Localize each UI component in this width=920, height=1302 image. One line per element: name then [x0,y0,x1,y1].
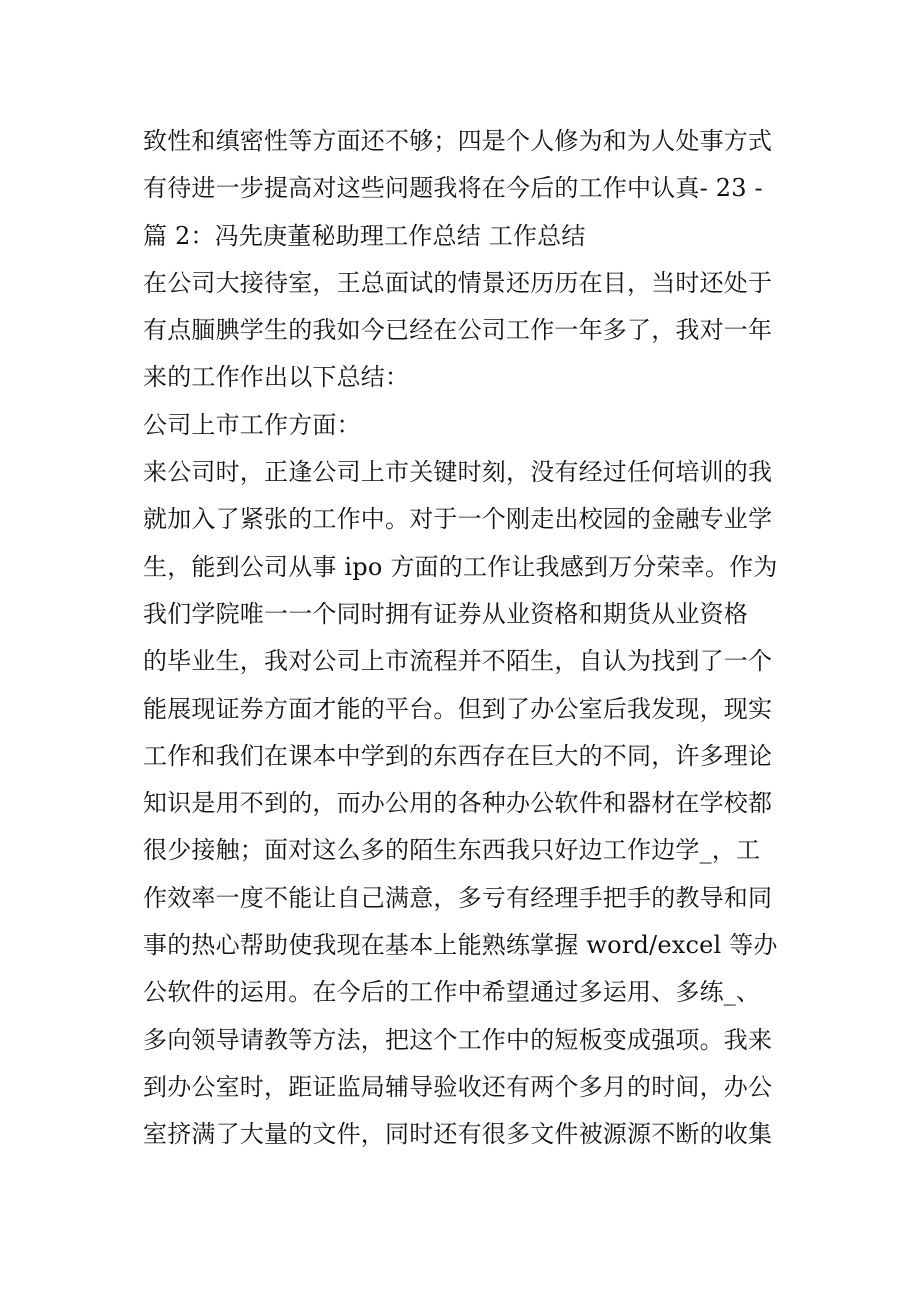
text-line: 知识是用不到的，而办公用的各种办公软件和器材在学校都 [143,789,773,818]
document-body [143,118,783,1159]
text-line: 有待进一步提高对这些问题我将在今后的工作中认真- 23 - [143,174,763,203]
text-line: 的毕业生，我对公司上市流程并不陌生，自认为找到了一个 [143,647,773,676]
text-line: 我们学院唯一一个同时拥有证券从业资格和期货从业资格 [143,599,748,628]
text-line: 很少接触；面对这么多的陌生东西我只好边工作边学_，工 [143,836,761,865]
text-line: 来的工作作出以下总结： [143,363,410,392]
text-line: 室挤满了大量的文件，同时还有很多文件被源源不断的收集 [143,1120,773,1149]
text-line: 多向领导请教等方法，把这个工作中的短板变成强项。我来 [143,1025,773,1054]
text-line: 事的热心帮助使我现在基本上能熟练掌握 word/excel 等办 [143,931,778,960]
text-line: 致性和缜密性等方面还不够；四是个人修为和为人处事方式 [143,127,773,155]
text-line: 工作和我们在课本中学到的东西存在巨大的不同，许多理论 [143,741,773,770]
subheading: 公司上市工作方面： [143,410,361,439]
text-line: 作效率一度不能让自己满意，多亏有经理手把手的教导和同 [143,883,773,912]
text-line: 能展现证券方面才能的平台。但到了办公室后我发现，现实 [143,694,773,723]
text-line: 公软件的运用。在今后的工作中希望通过多运用、多练_、 [143,978,761,1007]
section-heading: 篇 2：冯先庚董秘助理工作总结 工作总结 [143,221,586,250]
text-line: 在公司大接待室，王总面试的情景还历历在目，当时还处于 [143,268,773,297]
text-line: 到办公室时，距证监局辅导验收还有两个多月的时间，办公 [143,1072,773,1101]
text-line: 来公司时，正逢公司上市关键时刻，没有经过任何培训的我 [143,458,773,487]
text-line: 生，能到公司从事 ipo 方面的工作让我感到万分荣幸。作为 [143,552,778,581]
text-line: 有点腼腆学生的我如今已经在公司工作一年多了，我对一年 [143,316,773,345]
text-line: 就加入了紧张的工作中。对于一个刚走出校园的金融专业学 [143,505,773,534]
